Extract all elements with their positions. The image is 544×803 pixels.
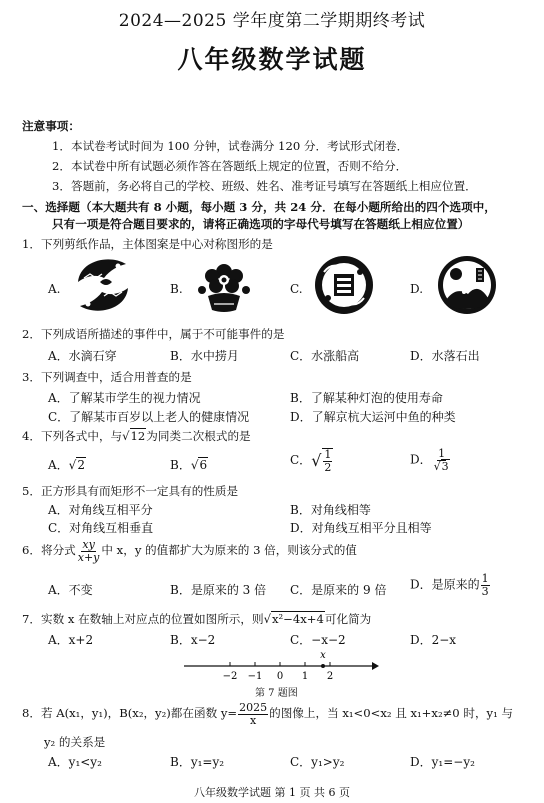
- q6-stem: [22, 539, 357, 563]
- q7-option-c: C．−x−2: [290, 633, 346, 647]
- q8-line1-pre: 8．若 A(x₁，y₁)，B(x₂，y₂)都在函数 y=: [22, 706, 238, 721]
- q7-stem: [22, 611, 371, 627]
- q5-option-d: D．对角线互相平分且相等: [290, 521, 432, 535]
- q4-option-b-radicand: 6: [199, 458, 208, 472]
- q4-stem-radicand: 12: [130, 429, 146, 443]
- q7-number-line: [180, 650, 380, 684]
- number-line-tick-label: −2: [222, 671, 238, 682]
- q6-option-a: A．不变: [48, 583, 93, 597]
- q4-option-b: [170, 456, 208, 473]
- q8-option-a: A．y₁<y₂: [48, 755, 102, 769]
- q8-option-d: D．y₁=−y₂: [410, 755, 475, 769]
- number-line-point-label: x: [320, 650, 326, 661]
- q1-label-c: C.: [290, 282, 303, 296]
- number-line-tick-label: 2: [326, 671, 334, 682]
- q3-option-c: C．了解某市百岁以上老人的健康情况: [48, 410, 250, 424]
- fraction-numerator: 1: [438, 447, 446, 460]
- q4-stem-post: 为同类二次根式的是: [146, 429, 251, 443]
- number-line-point: [321, 664, 325, 668]
- q6-option-d: [410, 573, 491, 597]
- q4-option-d-label: D．: [410, 452, 432, 467]
- q6-option-d-text: D．是原来的: [410, 577, 480, 592]
- q7-figure-caption: 第 7 题图: [255, 688, 298, 699]
- q4-option-a: [48, 456, 86, 473]
- number-line-tick-label: −1: [247, 671, 263, 682]
- q2-option-a: A．水滴石穿: [48, 349, 117, 363]
- q8-line1-post: 的图像上，当 x₁<0<x₂ 且 x₁+x₂≠0 时，y₁ 与: [269, 706, 514, 721]
- q4-option-c-label: C．: [290, 453, 312, 468]
- q7-stem-post: 可化简为: [324, 612, 372, 626]
- q4-option-b-label: B．: [170, 458, 191, 472]
- q5-option-b: B．对角线相等: [290, 503, 371, 517]
- q3-option-d: D．了解京杭大运河中鱼的种类: [290, 410, 456, 424]
- q4-option-c: [290, 448, 334, 473]
- q5-option-c: C．对角线互相垂直: [48, 521, 154, 535]
- fraction-numerator: 1: [481, 572, 489, 585]
- fraction-denominator: 2: [324, 460, 332, 474]
- number-line-tick-label: 1: [301, 671, 309, 682]
- note-item-2: 2．本试卷中所有试题必须作答在答题纸上规定的位置，否则不给分．: [52, 159, 408, 173]
- sqrt-sign: √: [68, 458, 77, 472]
- q6-option-b: B．是原来的 3 倍: [170, 583, 267, 597]
- q1-stem: 1．下列剪纸作品，主体图案是中心对称图形的是: [22, 237, 273, 251]
- exam-subtitle: 2024—2025 学年度第二学期期终考试: [118, 11, 426, 31]
- q6-stem-post: 中 x，y 的值都扩大为原来的 3 倍，则该分式的值: [101, 543, 357, 558]
- q7-option-d: D．2−x: [410, 633, 457, 647]
- paper-cut-round-window-image: [436, 254, 498, 316]
- q4-option-a-radicand: 2: [77, 458, 85, 472]
- q1-label-d: D.: [410, 282, 424, 296]
- exam-title: 八年级数学试题: [177, 45, 367, 74]
- fraction-denominator-root: √3: [433, 459, 449, 473]
- q2-option-c: C．水涨船高: [290, 349, 360, 363]
- sqrt-sign: √: [190, 458, 199, 472]
- q3-stem: 3．下列调查中，适合用普查的是: [22, 370, 192, 384]
- q6-fraction: [77, 539, 101, 563]
- fraction-denominator: x+y: [77, 550, 100, 564]
- notes-heading: 注意事项：: [22, 119, 80, 133]
- q8-option-b: B．y₁=y₂: [170, 755, 225, 769]
- q2-option-b: B．水中捞月: [170, 349, 239, 363]
- paper-cut-flower-image: [194, 254, 254, 316]
- sqrt-sign: √: [311, 451, 322, 471]
- q4-stem: [22, 428, 251, 444]
- fraction-numerator: xy: [82, 538, 95, 551]
- sqrt-sign: √: [263, 612, 271, 626]
- q1-label-a: A.: [48, 282, 61, 296]
- q2-option-d: D．水落石出: [410, 349, 480, 363]
- q6-stem-pre: 6．将分式: [22, 543, 76, 558]
- page-footer: 八年级数学试题 第 1 页 共 6 页: [194, 786, 350, 799]
- q5-option-a: A．对角线互相平分: [48, 503, 153, 517]
- q4-stem-pre: 4．下列各式中，与: [22, 429, 123, 443]
- q3-option-b: B．了解某种灯泡的使用寿命: [290, 391, 443, 405]
- paper-cut-fish-image: [70, 252, 136, 318]
- paper-cut-round-seal-image: [312, 254, 376, 316]
- sqrt-sign: √: [122, 429, 130, 443]
- q8-fraction: [238, 702, 268, 726]
- q7-option-a: A．x+2: [48, 633, 94, 647]
- note-item-3: 3．答题前，务必将自己的学校、班级、姓名、准考证号填写在答题纸上相应位置．: [52, 179, 477, 193]
- number-line-arrow: [372, 662, 379, 670]
- section1-line2: 只有一项是符合题目要求的，请将正确选项的字母代号填写在答题纸上相应位置）: [52, 217, 470, 231]
- fraction-numerator: 2025: [239, 701, 268, 714]
- q8-line2: y₂ 的关系是: [44, 735, 106, 749]
- fraction-numerator: 1: [324, 448, 332, 461]
- q4-option-d-fraction: [433, 448, 451, 472]
- fraction-denominator: x: [250, 713, 257, 727]
- q7-option-b: B．x−2: [170, 633, 216, 647]
- q8-option-c: C．y₁>y₂: [290, 755, 345, 769]
- q5-stem: 5．正方形具有而矩形不一定具有的性质是: [22, 484, 239, 498]
- q7-stem-pre: 7．实数 x 在数轴上对应点的位置如图所示，则: [22, 612, 264, 626]
- q7-stem-radicand: x²−4x+4: [271, 612, 324, 626]
- q6-option-c: C．是原来的 9 倍: [290, 583, 387, 597]
- q4-option-c-fraction: [322, 448, 333, 473]
- fraction-denominator: 3: [481, 584, 489, 598]
- q4-option-a-label: A．: [48, 458, 69, 472]
- section1-line1: 一、选择题（本大题共有 8 小题，每小题 3 分，共 24 分．在每小题所给出的四个选项中，: [22, 200, 496, 214]
- fraction-denominator: 3: [441, 459, 449, 473]
- number-line-tick-label: 0: [276, 671, 284, 682]
- note-item-1: 1．本试卷考试时间为 100 分钟，试卷满分 120 分．考试形式闭卷．: [52, 139, 409, 153]
- q4-option-d: [410, 448, 452, 472]
- q1-label-b: B.: [170, 282, 183, 296]
- q6-option-d-fraction: [481, 573, 490, 597]
- q2-stem: 2．下列成语所描述的事件中，属于不可能事件的是: [22, 327, 285, 341]
- q3-option-a: A．了解某市学生的视力情况: [48, 391, 201, 405]
- q8-line1: [22, 702, 513, 726]
